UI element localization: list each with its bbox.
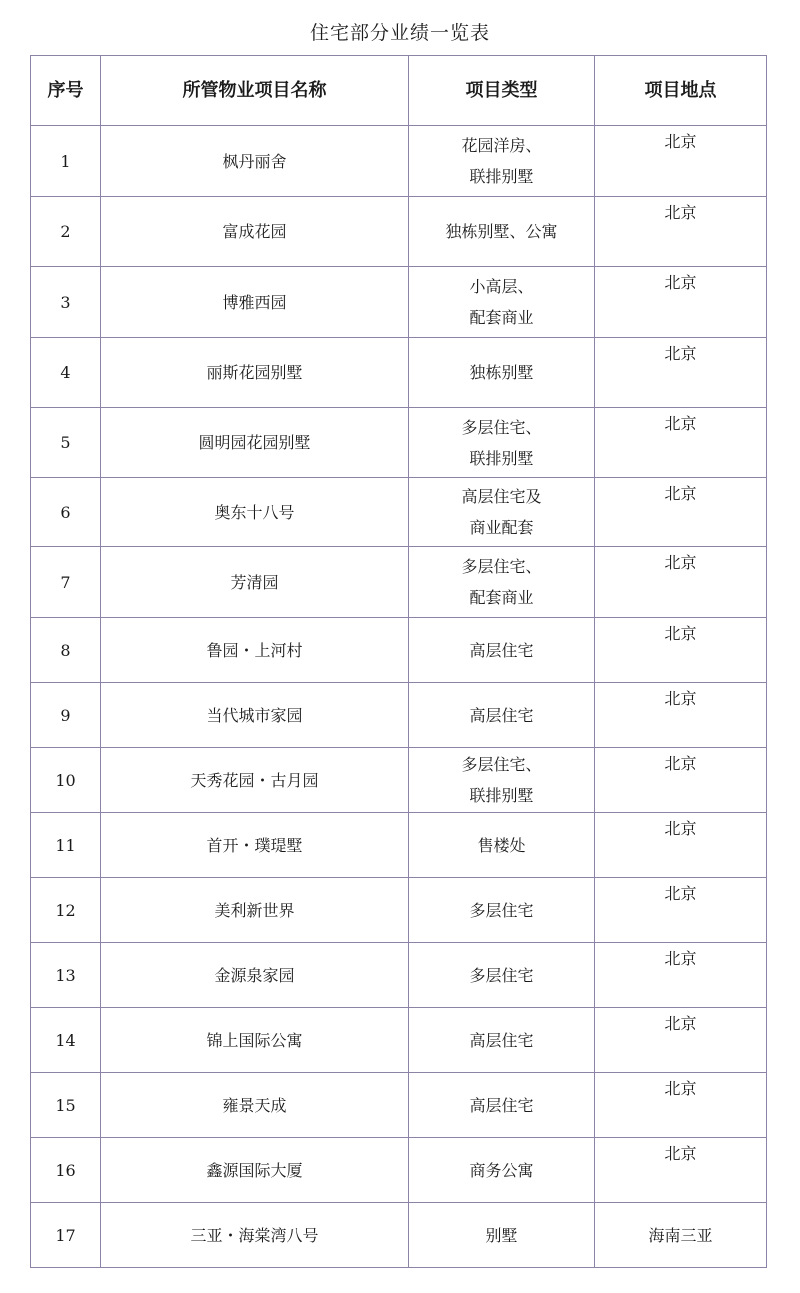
cell-project-type [409,943,595,1008]
header-location: 项目地点 [595,56,767,126]
cell-index: 13 [31,943,101,1008]
header-type: 项目类型 [409,56,595,126]
cell-project-name: 美利新世界 [101,878,409,943]
project-type-line: 联排别墅 [469,786,534,805]
table-row [31,618,767,683]
cell-location: 北京 [595,1138,767,1203]
cell-location: 北京 [595,547,767,618]
cell-location: 北京 [595,683,767,748]
cell-location: 北京 [595,197,767,267]
cell-location: 北京 [595,878,767,943]
cell-project-type [409,197,595,267]
table-header-row [31,56,767,126]
cell-index: 6 [31,478,101,547]
cell-location: 北京 [595,338,767,408]
cell-project-name: 芳清园 [101,547,409,618]
cell-index: 2 [31,197,101,267]
cell-index: 3 [31,267,101,338]
cell-project-name: 博雅西园 [101,267,409,338]
cell-project-type [409,683,595,748]
project-type-line: 高层住宅 [469,1095,534,1115]
cell-location: 北京 [595,748,767,813]
project-type-line: 多层住宅、 [461,417,542,437]
project-type-line: 小高层、 [469,277,534,296]
cell-location: 北京 [595,408,767,478]
table-row [31,943,767,1008]
cell-location: 北京 [595,813,767,878]
cell-project-type [409,813,595,878]
project-type-line: 多层住宅、 [461,557,542,576]
cell-index: 7 [31,547,101,618]
table-row [31,878,767,943]
cell-location: 北京 [595,1008,767,1073]
table-row [31,547,767,618]
cell-location: 北京 [595,618,767,683]
project-type-line: 售楼处 [477,835,526,855]
cell-index: 10 [31,748,101,813]
cell-location: 北京 [595,943,767,1008]
cell-index: 15 [31,1073,101,1138]
project-type-line: 高层住宅及 [461,487,542,506]
project-type-line: 联排别墅 [469,167,534,186]
cell-project-name: 鲁园・上河村 [101,618,409,683]
cell-index: 12 [31,878,101,943]
cell-project-name: 首开・璞瑅墅 [101,813,409,878]
cell-project-type [409,408,595,478]
table-row [31,1008,767,1073]
cell-index: 9 [31,683,101,748]
cell-project-name: 当代城市家园 [101,683,409,748]
table-row [31,267,767,338]
project-type-line: 多层住宅、 [461,755,542,774]
cell-index: 5 [31,408,101,478]
cell-project-name: 圆明园花园别墅 [101,408,409,478]
project-type-line: 商务公寓 [469,1160,534,1180]
table-row [31,683,767,748]
cell-project-type [409,126,595,197]
table-row [31,338,767,408]
cell-project-name: 鑫源国际大厦 [101,1138,409,1203]
cell-project-name: 丽斯花园别墅 [101,338,409,408]
project-type-line: 配套商业 [469,588,534,607]
cell-location: 北京 [595,267,767,338]
table-row [31,408,767,478]
cell-project-type [409,478,595,547]
cell-index: 8 [31,618,101,683]
project-type-line: 多层住宅 [469,900,534,920]
cell-project-name: 雍景天成 [101,1073,409,1138]
cell-project-type [409,1203,595,1268]
project-type-line: 高层住宅 [469,705,534,725]
performance-table [30,55,767,1268]
cell-project-type [409,267,595,338]
cell-project-type [409,1073,595,1138]
project-type-line: 别墅 [485,1225,518,1245]
cell-project-name: 锦上国际公寓 [101,1008,409,1073]
cell-project-type [409,878,595,943]
project-type-line: 配套商业 [469,308,534,327]
project-type-line: 花园洋房、 [461,136,542,155]
cell-project-name: 天秀花园・古月园 [101,748,409,813]
cell-index: 1 [31,126,101,197]
table-row [31,1203,767,1268]
cell-location: 北京 [595,1073,767,1138]
table-row [31,813,767,878]
cell-project-name: 富成花园 [101,197,409,267]
cell-project-type [409,1138,595,1203]
project-type-line: 高层住宅 [469,640,534,660]
cell-location: 北京 [595,126,767,197]
project-type-line: 独栋别墅 [469,363,534,382]
cell-location: 海南三亚 [595,1203,767,1268]
cell-project-name: 枫丹丽舍 [101,126,409,197]
page-title: 住宅部分业绩一览表 [309,22,490,44]
cell-location: 北京 [595,478,767,547]
cell-index: 16 [31,1138,101,1203]
table-row [31,126,767,197]
cell-index: 4 [31,338,101,408]
table-row [31,197,767,267]
cell-project-type [409,618,595,683]
project-type-line: 多层住宅 [469,965,534,985]
table-row [31,748,767,813]
cell-project-name: 金源泉家园 [101,943,409,1008]
header-index: 序号 [31,56,101,126]
cell-index: 11 [31,813,101,878]
cell-project-type [409,1008,595,1073]
cell-index: 14 [31,1008,101,1073]
table-row [31,478,767,547]
cell-index: 17 [31,1203,101,1268]
cell-project-name: 奥东十八号 [101,478,409,547]
project-type-line: 独栋别墅、公寓 [445,222,558,241]
cell-project-type [409,547,595,618]
project-type-line: 联排别墅 [469,448,534,468]
cell-project-type [409,338,595,408]
project-type-line: 商业配套 [469,518,534,537]
table-row [31,1138,767,1203]
project-type-line: 高层住宅 [469,1030,534,1050]
header-name: 所管物业项目名称 [101,56,409,126]
cell-project-name: 三亚・海棠湾八号 [101,1203,409,1268]
cell-project-type [409,748,595,813]
table-body [31,126,767,1268]
table-row [31,1073,767,1138]
